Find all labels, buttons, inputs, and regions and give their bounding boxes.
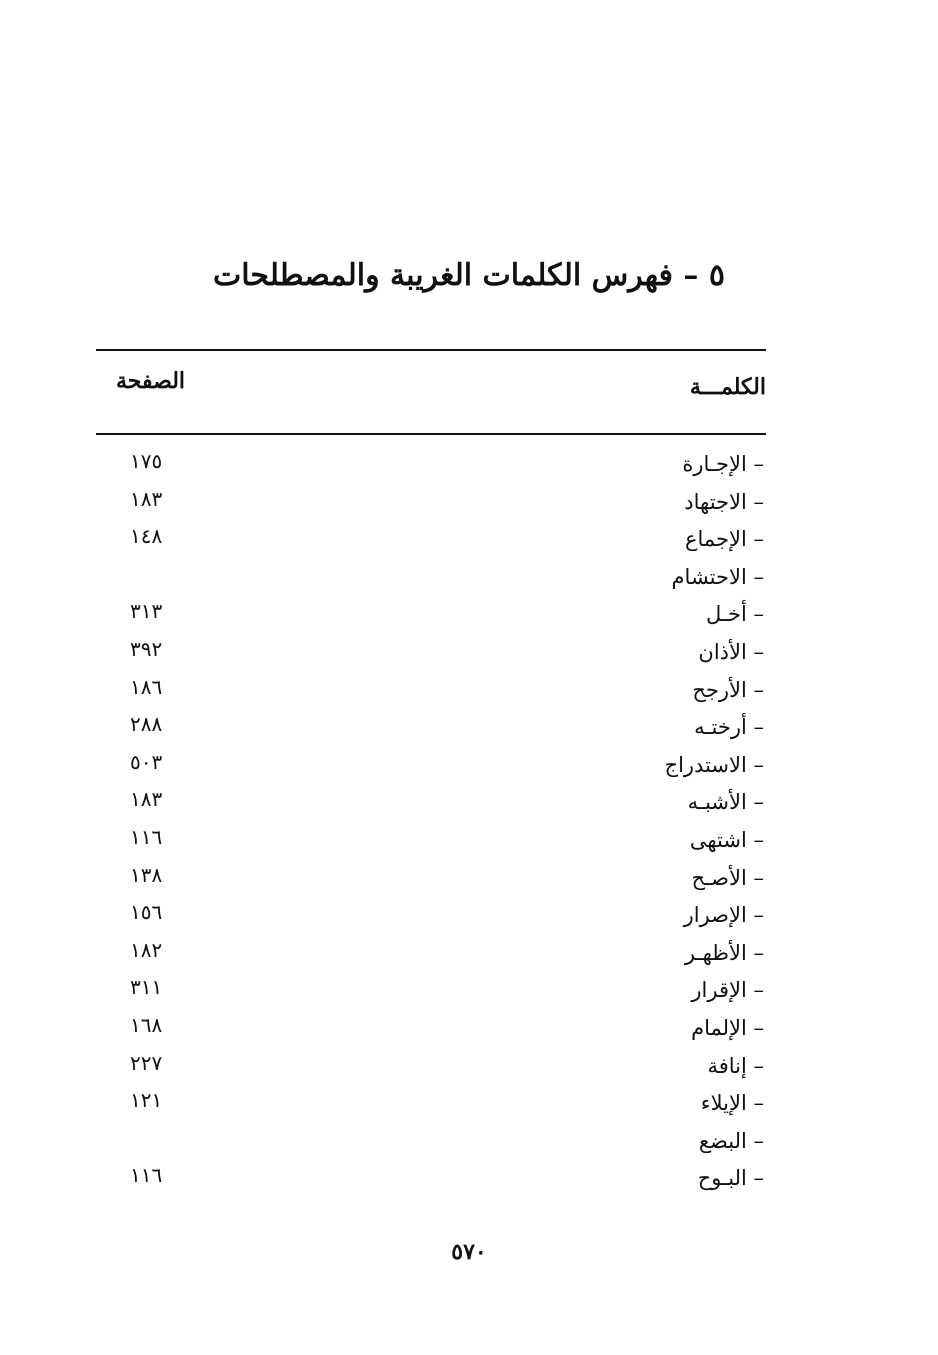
entry-word: – الأظهـر bbox=[684, 940, 764, 965]
entry-word: – الاستدراج bbox=[664, 752, 764, 777]
entry-page: ١٨٢ bbox=[130, 937, 163, 962]
entry-word: – الإلمام bbox=[691, 1016, 764, 1040]
index-entry bbox=[96, 1010, 766, 1048]
entry-word: – الأرجح bbox=[692, 677, 764, 702]
index-entry bbox=[96, 747, 766, 785]
index-entry bbox=[96, 559, 766, 597]
index-entry bbox=[96, 446, 766, 484]
entry-word: – أرختـه bbox=[694, 715, 764, 740]
index-entry bbox=[96, 972, 766, 1010]
entry-page: ١٤٨ bbox=[130, 524, 163, 549]
entry-word: – أخـل bbox=[705, 602, 764, 627]
index-entry bbox=[96, 935, 766, 973]
entry-page: ١٦٨ bbox=[130, 1013, 163, 1037]
entry-page: ١٥٦ bbox=[130, 900, 163, 925]
entry-word: – الاجتهاد bbox=[684, 489, 764, 514]
entry-page: ١٧٥ bbox=[130, 449, 163, 473]
index-entry bbox=[96, 784, 766, 822]
entry-page: ١١٦ bbox=[130, 825, 163, 849]
index-entry bbox=[96, 897, 766, 935]
index-entry bbox=[96, 634, 766, 672]
entry-page: ٢٢٧ bbox=[130, 1050, 163, 1075]
entry-word: – إنافة bbox=[707, 1053, 764, 1078]
index-entry bbox=[96, 521, 766, 559]
entry-word: – الأصـح bbox=[691, 865, 764, 890]
column-header-word: الكلمـــة bbox=[689, 374, 766, 400]
index-entry bbox=[96, 1085, 766, 1123]
entry-word: – الإقرار bbox=[691, 978, 764, 1003]
entry-word: – الأشبـه bbox=[687, 790, 764, 815]
entry-word: – الإيلاء bbox=[700, 1091, 764, 1116]
entry-word: – الإصرار bbox=[683, 903, 764, 928]
entry-page: ١٨٣ bbox=[130, 787, 163, 812]
entry-page: ١٨٦ bbox=[130, 674, 163, 699]
entry-page: ١٢١ bbox=[130, 1088, 163, 1113]
entry-word: – الإجـارة bbox=[682, 452, 764, 476]
entry-word: – البضع bbox=[698, 1128, 764, 1153]
index-entry bbox=[96, 596, 766, 634]
index-entry bbox=[96, 672, 766, 710]
index-entry bbox=[96, 1123, 766, 1161]
entry-page: ٣١١ bbox=[130, 975, 163, 1000]
entry-page: ٥٠٣ bbox=[130, 749, 163, 774]
entry-word: – الأذان bbox=[698, 640, 764, 664]
index-entry bbox=[96, 822, 766, 860]
index-entry bbox=[96, 1160, 766, 1198]
entry-page: ١١٦ bbox=[130, 1163, 163, 1188]
entry-word: – البـوح bbox=[697, 1166, 764, 1191]
column-header-page: الصفحة bbox=[116, 368, 186, 394]
entry-word: – الاحتشام bbox=[671, 564, 764, 589]
index-entry bbox=[96, 484, 766, 522]
entry-page: ٢٨٨ bbox=[130, 712, 163, 737]
entry-page: ١٣٨ bbox=[130, 862, 163, 887]
entry-page: ٣٩٢ bbox=[130, 637, 163, 661]
index-entry bbox=[96, 1048, 766, 1086]
entry-word: – الإجماع bbox=[684, 527, 764, 552]
entry-word: – اشتهى bbox=[689, 828, 764, 852]
header-bottom-rule bbox=[96, 433, 766, 435]
header-top-rule bbox=[96, 349, 766, 351]
page-number: ٥٧٠ bbox=[451, 1239, 487, 1265]
index-entries bbox=[96, 446, 766, 1206]
page-title: ٥ – فهرس الكلمات الغريبة والمصطلحات bbox=[213, 258, 725, 293]
index-entry bbox=[96, 860, 766, 898]
index-entry bbox=[96, 709, 766, 747]
entry-page: ١٨٣ bbox=[130, 486, 163, 511]
entry-page: ٣١٣ bbox=[130, 599, 163, 624]
